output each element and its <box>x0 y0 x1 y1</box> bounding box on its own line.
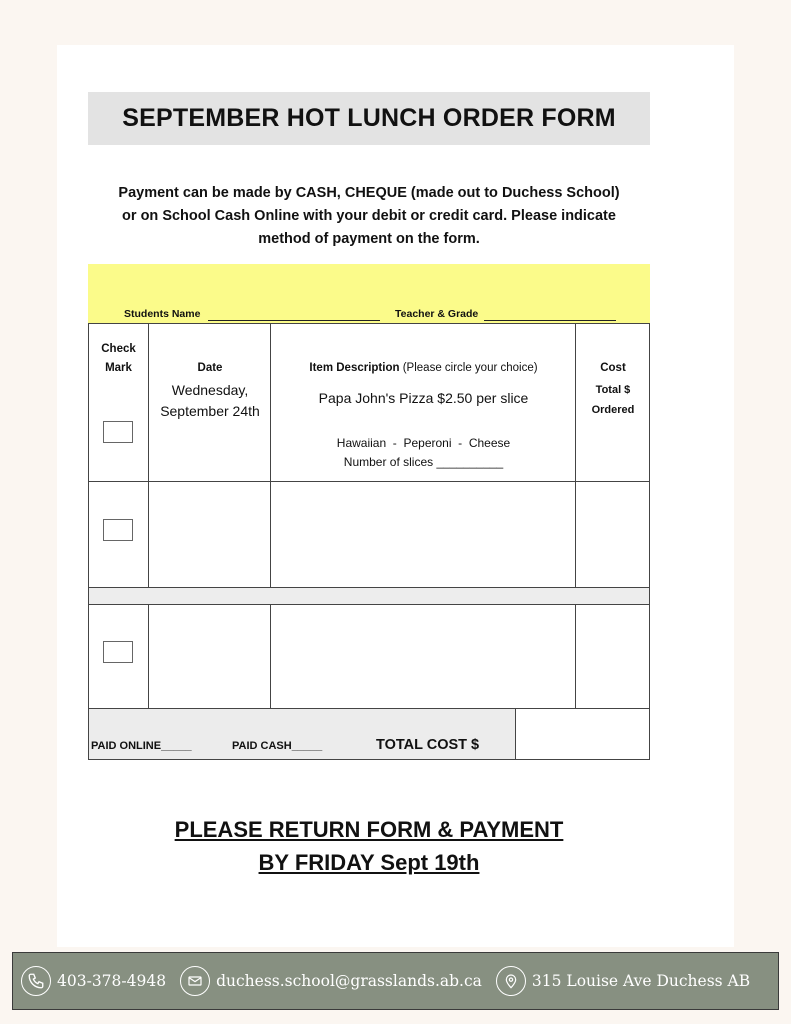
total-cost-label: TOTAL COST $ <box>376 737 480 753</box>
teacher-grade-label: Teacher & Grade <box>395 308 479 320</box>
row-date-line1: Wednesday, <box>171 382 249 398</box>
column-divider <box>148 604 149 709</box>
order-checkbox[interactable] <box>103 641 133 663</box>
phone-icon <box>21 966 51 996</box>
row-cost-line1: Total $ <box>595 384 631 396</box>
row-divider <box>88 481 650 482</box>
paid-online-field[interactable]: PAID ONLINE_____ <box>91 740 192 752</box>
header-cost: Cost <box>600 362 626 374</box>
contact-address[interactable] <box>496 966 750 996</box>
table-border-bottom <box>88 759 650 760</box>
return-note <box>88 813 650 879</box>
column-divider <box>270 604 271 709</box>
form-title-text: SEPTEMBER HOT LUNCH ORDER FORM <box>122 104 616 132</box>
header-item-description-label: Item Description <box>309 362 400 374</box>
form-page <box>57 45 734 947</box>
row-date <box>149 380 271 422</box>
total-cost-field[interactable] <box>517 710 648 758</box>
header-check-mark <box>88 340 149 378</box>
table-border-top <box>88 323 650 324</box>
payment-note-line: method of payment on the form. <box>258 231 480 247</box>
return-note-line1: PLEASE RETURN FORM & PAYMENT <box>174 817 564 842</box>
contact-phone[interactable] <box>21 966 166 996</box>
mail-icon <box>180 966 210 996</box>
row-divider <box>88 708 650 709</box>
row-cost <box>576 380 650 420</box>
column-divider <box>575 604 576 709</box>
item-choices[interactable]: Hawaiian - Peperoni - Cheese <box>336 436 511 450</box>
header-check-mark-line1: Check <box>101 343 136 355</box>
header-item-description-note: (Please circle your choice) <box>402 362 538 374</box>
email-address: duchess.school@grasslands.ab.ca <box>216 972 482 990</box>
street-address: 315 Louise Ave Duchess AB <box>531 972 751 990</box>
phone-number: 403-378-4948 <box>57 972 167 990</box>
return-note-line2: BY FRIDAY Sept 19th <box>258 850 480 875</box>
form-title <box>88 92 650 145</box>
order-checkbox[interactable] <box>103 421 133 443</box>
row-cost-line2: Ordered <box>591 404 635 416</box>
table-border-left <box>88 323 89 760</box>
row-divider <box>88 604 650 605</box>
student-name-field[interactable] <box>208 320 380 321</box>
row-date-line2: September 24th <box>160 403 260 419</box>
row-divider <box>88 587 650 588</box>
payment-note-line: Payment can be made by CASH, CHEQUE (made out to Duchess School) <box>118 185 620 201</box>
payment-note-line: or on School Cash Online with your debit or credit card. Please indicate <box>122 208 616 224</box>
column-divider <box>515 708 516 760</box>
location-pin-icon <box>496 966 526 996</box>
contact-bar <box>12 952 779 1010</box>
slices-field[interactable]: Number of slices __________ <box>343 455 504 469</box>
teacher-grade-field[interactable] <box>484 320 616 321</box>
order-checkbox[interactable] <box>103 519 133 541</box>
header-item-description <box>271 359 576 378</box>
payment-note <box>88 182 650 251</box>
item-title: Papa John's Pizza $2.50 per slice <box>318 390 529 406</box>
header-date: Date <box>197 362 223 374</box>
row-separator <box>88 588 650 604</box>
contact-email[interactable] <box>180 966 482 996</box>
header-check-mark-line2: Mark <box>105 362 132 374</box>
paid-cash-field[interactable]: PAID CASH_____ <box>232 740 323 752</box>
student-name-label: Students Name <box>124 308 201 320</box>
